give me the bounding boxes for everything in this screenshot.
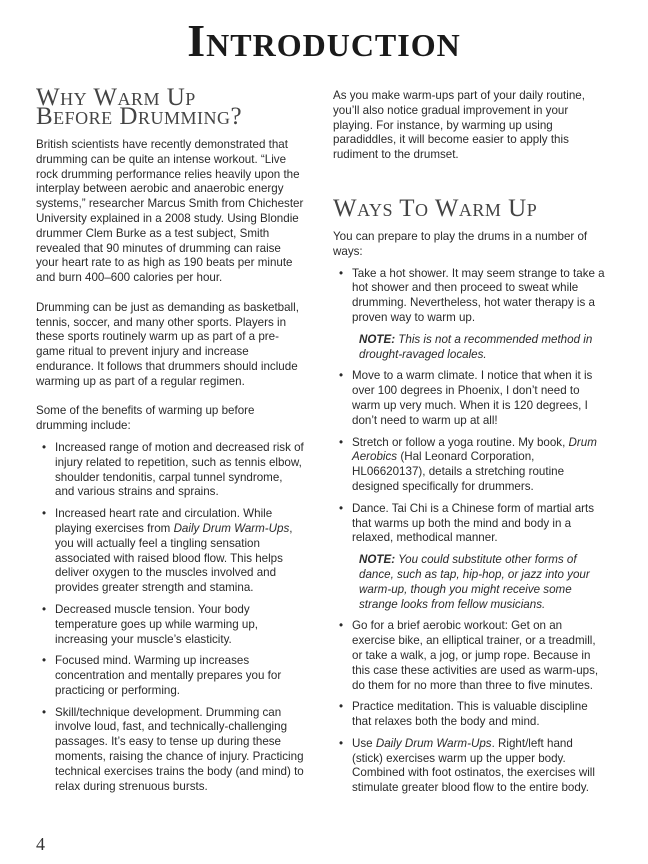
item-text: Focused mind. Warming up increases concentration and mentally prepares you for practicing or performing.: [55, 654, 282, 697]
paragraph: Drumming can be just as demanding as basketball, tennis, soccer, and many other sports. Players in these sports routinely warm up as part of a pre-game ritual to prevent injury and increase endurance. It follows that drummers should include warming up as part of a regular regimen.: [36, 300, 299, 388]
item-text: Decreased muscle tension. Your body temperature goes up while warming up, increasing your muscle’s elasticity.: [55, 602, 258, 646]
heading-line: Before Drumming?: [36, 103, 243, 130]
list-item: [36, 654, 304, 698]
item-text: (Hal Leonard Corporation, HL06620137), details a stretching routine designed specifically for drummers.: [352, 450, 565, 493]
right-column: [333, 89, 605, 803]
ways-list: [333, 267, 605, 797]
heading-line: Why Warm Up: [36, 84, 196, 111]
bullet-icon: •: [339, 501, 344, 515]
paragraph: British scientists have recently demonstrated that drumming can be quite an intense workout. “Live rock drumming performance relies heavily upon the interplay between aerobic and anaerobic energy systems,” researcher Marcus Smith from Chichester University explained in a 2008 study. Using Blondie drummer Clem Burke as a test subject, Smith revealed that 90 minutes of drumming can raise your heart rate to as high as 190 beats per minute and burn 400–600 calories per hour.: [36, 138, 304, 285]
item-text: Go for a brief aerobic workout: Get on an exercise bike, an elliptical trainer, or a treadmill, or take a walk, a jog, or jump rope. Because in this case these activities are used as warm-ups, do them for no more than three to five minutes.: [352, 619, 599, 692]
list-item: [333, 737, 605, 796]
note-label: NOTE:: [359, 553, 396, 567]
note-text: This is not a recommended method in drought-ravaged locales.: [359, 332, 593, 361]
item-text: Increased heart rate and circulation. While playing exercises from: [55, 507, 273, 535]
bullet-icon: •: [339, 736, 344, 750]
bullet-icon: •: [42, 602, 47, 616]
item-text: , you will actually feel a tingling sensation associated with raised blood flow. This helps deliver oxygen to the muscles involved and provides greater strength and stamina.: [55, 521, 293, 595]
bullet-icon: •: [339, 700, 344, 714]
bullet-icon: •: [339, 619, 344, 633]
paragraph: You can prepare to play the drums in a number of ways:: [333, 229, 588, 258]
left-column: [36, 84, 304, 801]
item-text: Stretch or follow a yoga routine. My book,: [352, 435, 569, 449]
list-item: [36, 507, 304, 596]
item-text: Increased range of motion and decreased risk of injury related to repetition, such as tennis elbow, shoulder tendonitis, carpal tunnel syndrome, and various strains and sprains.: [55, 440, 304, 499]
benefits-list: [36, 441, 304, 795]
page-number: 4: [36, 834, 45, 854]
item-text: Use: [352, 736, 376, 750]
note-label: NOTE:: [359, 332, 396, 346]
list-item: [333, 267, 605, 326]
bullet-icon: •: [339, 369, 344, 383]
note: [333, 553, 605, 612]
paragraph: Some of the benefits of warming up before drumming include:: [36, 404, 255, 433]
section-heading-ways-to-warm-up: Ways To Warm Up: [333, 194, 538, 222]
book-title: Drum Aerobics: [352, 435, 597, 464]
book-title: Daily Drum Warm-Ups: [375, 736, 492, 750]
list-item: [333, 502, 605, 546]
bullet-icon: •: [42, 705, 47, 719]
paragraph: As you make warm-ups part of your daily routine, you’ll also notice gradual improvement in your playing. For instance, by warming up using paradiddles, it will become easier to apply this rudiment to the drumset.: [333, 89, 585, 162]
list-item: [333, 700, 605, 730]
item-text: Practice meditation. This is valuable discipline that relaxes both the body and mind.: [352, 700, 588, 729]
section-heading-why-warm-up: [36, 84, 304, 130]
list-item: [333, 436, 605, 495]
bullet-icon: •: [339, 435, 344, 449]
item-text: Move to a warm climate. I notice that when it is over 100 degrees in Phoenix, I don’t need to warm up very much. When it is 120 degrees, I don’t need to warm up at all!: [352, 369, 593, 427]
list-item: [36, 441, 304, 500]
item-text: . Right/left hand (stick) exercises warm up the upper body. Combined with foot ostinatos, the exercises will stimulate greater blood flow to the entire body.: [352, 736, 595, 795]
page-title: Introduction: [187, 15, 461, 66]
book-title: Daily Drum Warm-Ups: [173, 521, 290, 535]
list-item: [333, 369, 605, 428]
list-item: [36, 603, 304, 647]
note: [333, 333, 605, 363]
bullet-icon: •: [42, 507, 47, 521]
note-text: You could substitute other forms of dance, such as tap, hip-hop, or jazz into your warm-up, though you might receive some strange looks from fellow musicians.: [359, 553, 590, 611]
bullet-icon: •: [339, 266, 344, 280]
list-item: [36, 706, 304, 795]
bullet-icon: •: [42, 440, 47, 454]
item-text: Dance. Tai Chi is a Chinese form of martial arts that warms up both the mind and body in a relaxed, methodical manner.: [352, 501, 595, 545]
item-text: Take a hot shower. It may seem strange to take a hot shower and then proceed to sweat while drumming. Nevertheless, hot water therapy is a proven way to warm up.: [352, 266, 605, 324]
bullet-icon: •: [42, 654, 47, 668]
item-text: Skill/technique development. Drumming can involve loud, fast, and technically-challenging passages. It’s easy to tense up during these moments, raising the chance of injury. Practicing technical exercises trains the body (and mind) to relax during strenuous bursts.: [55, 705, 304, 793]
list-item: [333, 619, 605, 693]
